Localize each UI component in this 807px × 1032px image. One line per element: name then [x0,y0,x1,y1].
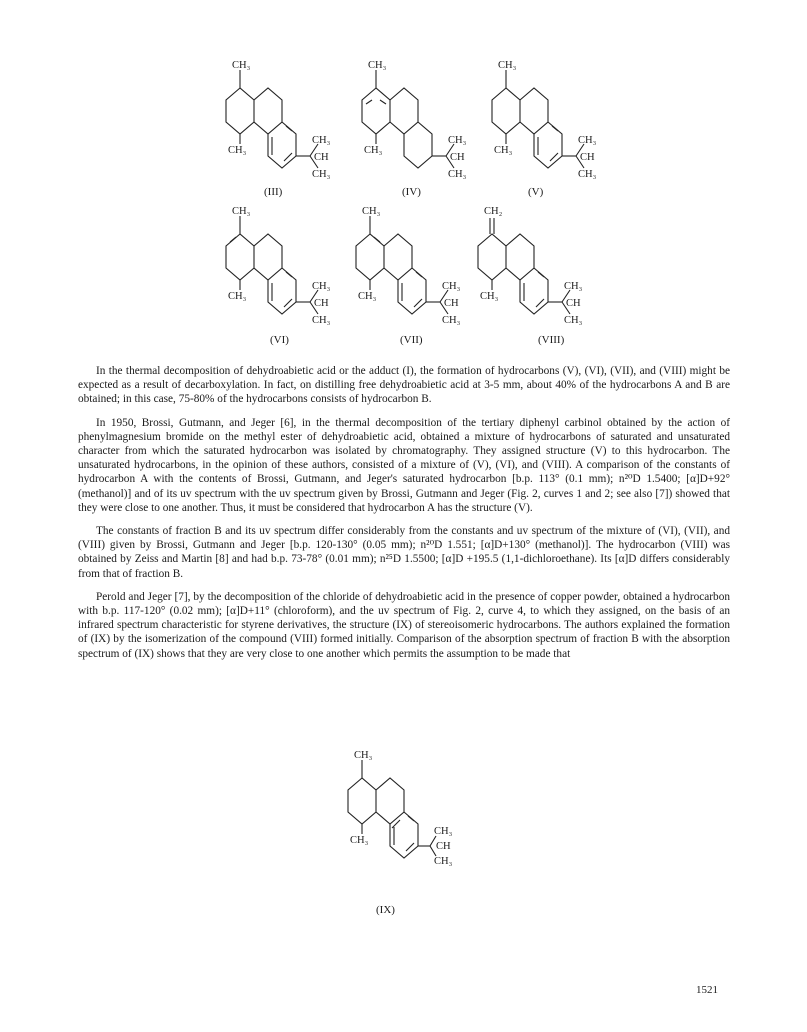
isopropyl-methyl-top: CH₃ [312,281,331,292]
paragraph: Perold and Jeger [7], by the decomposition of the chloride of dehydroabietic acid in the presence of copper powder, obtained a hydrocarbon with b.p. 117-120° (0.02 mm); [α]D+11° (chloroform), and the uv spectrum of Fig. 2, curve 4, to which they assigned, on the basis of an infrared spectrum characteristic for styrene derivatives, the structure (IX) of stereoisomeric hydrocarbons. The authors explained the formation of (IX) by the isomerization of the compound (VIII) formed initially. Comparison of the absorption spectrum of fraction B with the absorption spectrum of (IX) shows that they are very close to one another which permits the assumption to be made that [78,590,730,660]
isopropyl-ch: CH [450,152,465,163]
structure-VII [352,206,472,346]
structure-label: (III) [264,186,283,198]
angular-methyl-label: CH₃ [350,835,369,846]
isopropyl-methyl-top: CH₃ [578,135,597,146]
angular-methyl-label: CH₃ [480,291,499,302]
structure-IX-drawing [342,748,472,898]
structure-V-drawing [488,60,608,200]
structure-VI-drawing [222,206,342,346]
body-text [78,364,730,661]
structure-label: (VIII) [538,334,565,346]
structure-VIII [474,206,594,346]
isopropyl-methyl-top: CH₃ [564,281,583,292]
structure-V [488,60,608,200]
paragraph: The constants of fraction B and its uv spectrum differ considerably from the constants and uv spectrum of the mixture of (VI), (VII), and (VIII) given by Brossi, Gutmann and Jeger [b.p. 120-130° (0.05 mm); n²⁰D 1.551; [α]D+130° (methanol)]. The hydrocarbon (VIII) was obtained by Zeiss and Martin [8] and had b.p. 73-78° (0.01 mm); n²⁵D 1.5500; [α]D +195.5 (1,1-dichloroethane). Its [α]D differs considerably from that of fraction B. [78,525,730,580]
isopropyl-methyl-bottom: CH₃ [564,315,583,326]
isopropyl-ch: CH [436,841,451,852]
structure-label: (IX) [376,904,395,916]
paragraph: In 1950, Brossi, Gutmann, and Jeger [6], in the thermal decomposition of the tertiary diphenyl carbinol obtained by the action of phenylmagnesium bromide on the methyl ester of dehydroabietic acid, obtained a mixture of hydrocarbons of saturated and unsaturated character from which the saturated hydrocarbon was isolated by chromatography. They assigned structure (V) to this hydrocarbon. The unsaturated hydrocarbons, in the opinion of these authors, consisted of a mixture of (V), (VI), and (VIII). A comparison of the constants of hydrocarbon A with the contents of Brossi, Gutmann, and Jeger's saturated hydrocarbon [b.p. 113° (0.1 mm); n²⁰D 1.5400; [α]D+92° (methanol)] and of its uv spectrum with the uv spectrum given by Brossi, Gutmann and Jeger (Fig. 2, curves 1 and 2; see also [7]) showed that they were close to one another. Thus, it must be considered that hydrocarbon A has the structure (V). [78,416,730,514]
isopropyl-ch: CH [444,298,459,309]
isopropyl-methyl-bottom: CH₃ [448,169,467,180]
methyl-label: CH₃ [232,60,251,71]
isopropyl-methyl-bottom: CH₃ [578,169,597,180]
isopropyl-methyl-bottom: CH₃ [312,169,331,180]
structure-label: (IV) [402,186,421,198]
angular-methyl-label: CH₃ [228,145,247,156]
structure-VII-drawing [352,206,472,346]
isopropyl-ch: CH [580,152,595,163]
structure-IX [342,748,472,916]
methyl-label: CH₃ [368,60,387,71]
methyl-label: CH₃ [498,60,517,71]
structure-IV-drawing [358,60,478,200]
isopropyl-ch: CH [566,298,581,309]
structure-III [222,60,342,200]
methyl-label: CH₃ [232,206,251,217]
methyl-label: CH₃ [362,206,381,217]
isopropyl-methyl-bottom: CH₃ [434,856,453,867]
structure-label: (V) [528,186,544,198]
isopropyl-methyl-bottom: CH₃ [442,315,461,326]
isopropyl-methyl-top: CH₃ [442,281,461,292]
methyl-label: CH₃ [354,750,373,761]
angular-methyl-label: CH₃ [364,145,383,156]
structure-label: (VI) [270,334,289,346]
angular-methyl-label: CH₃ [228,291,247,302]
methylene-label: CH₂ [484,206,503,217]
angular-methyl-label: CH₃ [494,145,513,156]
structure-label: (VII) [400,334,423,346]
isopropyl-ch: CH [314,298,329,309]
structure-III-drawing [222,60,342,200]
structure-VI [222,206,342,346]
isopropyl-methyl-top: CH₃ [448,135,467,146]
angular-methyl-label: CH₃ [358,291,377,302]
isopropyl-methyl-bottom: CH₃ [312,315,331,326]
page-number: 1521 [696,984,718,996]
isopropyl-ch: CH [314,152,329,163]
isopropyl-methyl-top: CH₃ [312,135,331,146]
structure-IV [358,60,478,200]
paragraph: In the thermal decomposition of dehydroabietic acid or the adduct (I), the formation of hydrocarbons (V), (VI), (VII), and (VIII) might be expected as a result of decarboxylation. In fact, on distilling free dehydroabietic acid at 3-5 mm, about 40% of the hydrocarbons A and B are obtained; in this case, 75-80% of the hydrocarbons consists of hydrocarbon B. [78,365,730,406]
isopropyl-methyl-top: CH₃ [434,826,453,837]
structure-VIII-drawing [474,206,594,346]
